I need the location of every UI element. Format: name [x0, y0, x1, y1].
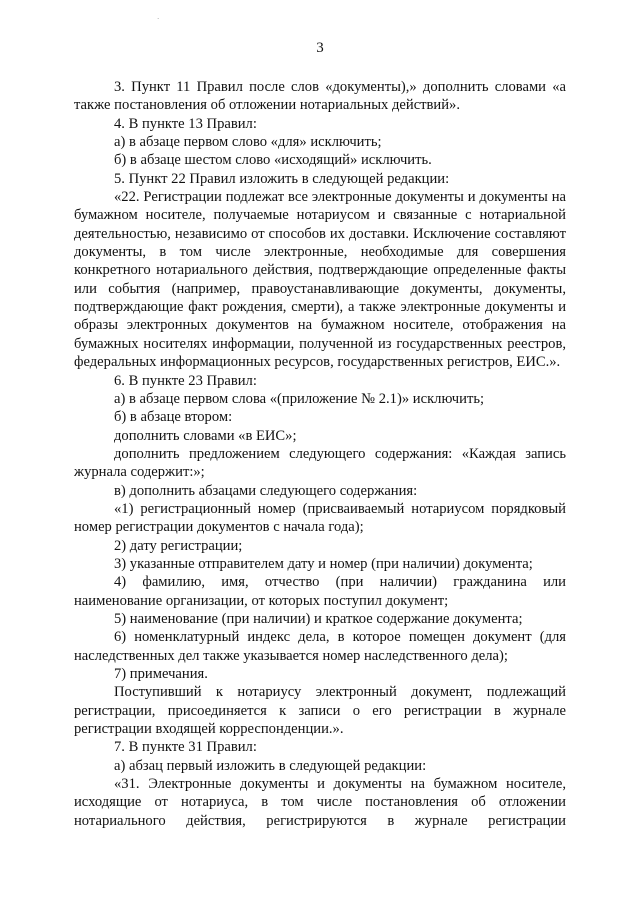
- document-body: [74, 78, 566, 830]
- paragraph: а) в абзаце первом слова «(приложение № 2.1)» исключить;: [114, 390, 485, 407]
- scan-mark: ´: [157, 17, 160, 25]
- paragraph: 3) указанные отправителем дату и номер (при наличии) документа;: [114, 555, 533, 572]
- page-number: 3: [316, 40, 324, 56]
- paragraph: 3. Пункт 11 Правил после слов «документы),» дополнить словами «а также постановления об отложении нотариальных действий».: [74, 79, 566, 114]
- paragraph: 5) наименование (при наличии) и краткое содержание документа;: [114, 610, 523, 627]
- paragraph: 2) дату регистрации;: [114, 537, 243, 554]
- paragraph: б) в абзаце втором:: [114, 409, 233, 426]
- paragraph: дополнить предложением следующего содержания: «Каждая запись журнала содержит:»;: [74, 445, 566, 481]
- paragraph: «22. Регистрации подлежат все электронные документы и документы на бумажном носителе, получаемые нотариусом и связанные с нотариальной деятельностью, независимо от способов их доставки. Исключение составляют документы, в том числе электронные, необходимые для совершения конкретного нотариального действия, подтверждающие определенные факты или события (например, правоустанавливающие документы, документы, подтверждающие факт рождения, смерти), а также электронные документы и образы электронных документов на бумажном носителе, отображения на бумажных носителях информации, полученной из государственных реестров, федеральных информационных ресурсов, государственных регистров, ЕИС.».: [74, 189, 566, 371]
- paragraph: 6. В пункте 23 Правил:: [114, 372, 257, 389]
- paragraph: 6) номенклатурный индекс дела, в которое помещен документ (для наследственных дел также указывается номер наследственного дела);: [74, 629, 566, 664]
- paragraph: «31. Электронные документы и документы на бумажном носителе, исходящие от нотариуса, в том числе постановления об отложении нотариального действия, регистрируются в журнале регистрации: [74, 776, 566, 829]
- paragraph: а) абзац первый изложить в следующей редакции:: [114, 757, 427, 774]
- paragraph: Поступивший к нотариусу электронный документ, подлежащий регистрации, присоединяется к записи о его регистрации в журнале регистрации входящей корреспонденции.».: [74, 684, 566, 738]
- paragraph: 4) фамилию, имя, отчество (при наличии) гражданина или наименование организации, от которых поступил документ;: [74, 574, 566, 609]
- paragraph: 5. Пункт 22 Правил изложить в следующей редакции:: [114, 170, 450, 187]
- paragraph: дополнить словами «в ЕИС»;: [114, 427, 297, 444]
- paragraph: в) дополнить абзацами следующего содержания:: [114, 482, 418, 499]
- paragraph: б) в абзаце шестом слово «исходящий» исключить.: [114, 152, 432, 169]
- paragraph: «1) регистрационный номер (присваиваемый нотариусом порядковый номер регистрации документов с начала года);: [74, 500, 566, 536]
- paragraph: 7. В пункте 31 Правил:: [114, 739, 257, 756]
- paragraph: а) в абзаце первом слово «для» исключить;: [114, 134, 382, 151]
- paragraph: 7) примечания.: [114, 666, 208, 682]
- paragraph: 4. В пункте 13 Правил:: [114, 115, 257, 132]
